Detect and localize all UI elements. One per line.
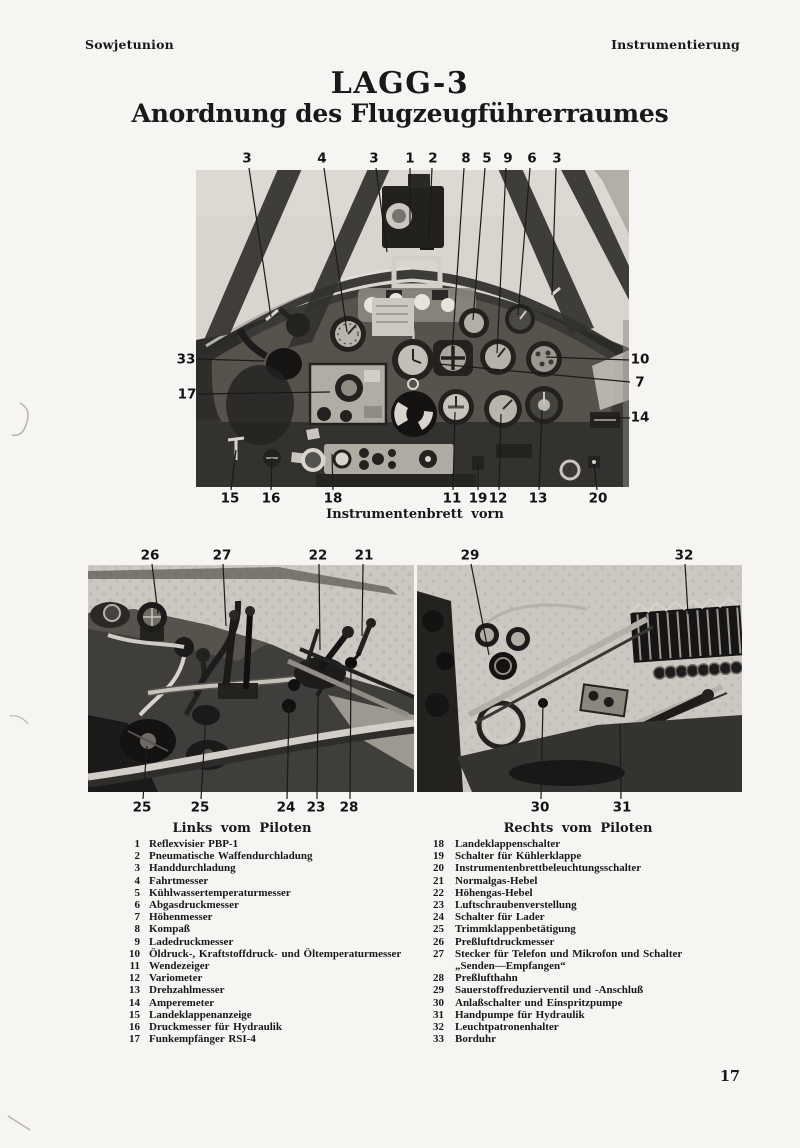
- callout-label-9: 9: [503, 150, 513, 167]
- callout-label-3: 3: [552, 150, 562, 167]
- callout-label-33: 33: [176, 351, 196, 368]
- legend-item-text: Öldruck-, Kraftstoffdruck- und Öltemperaturmesser: [149, 947, 402, 960]
- left-side-photo: [88, 565, 414, 792]
- callout-label-14: 14: [630, 409, 650, 426]
- gauge: [484, 390, 522, 428]
- legend-item-text: Amperemeter: [149, 996, 215, 1009]
- legend-item: [420, 1021, 682, 1033]
- legend-item-text: Drehzahlmesser: [149, 984, 225, 997]
- legend-item-number: 18: [433, 838, 444, 850]
- scan-mark: [12, 403, 28, 435]
- gauge: [330, 316, 366, 352]
- legend-item: [420, 1009, 682, 1021]
- legend-item-number: 9: [134, 935, 140, 948]
- gauge: [480, 339, 516, 375]
- callout-label-4: 4: [317, 150, 327, 167]
- callout-label-32: 32: [674, 547, 694, 564]
- header-left: Sowjetunion: [85, 37, 174, 52]
- legend-item-number: 33: [433, 1033, 444, 1046]
- legend-item-text: Wendezeiger: [149, 960, 210, 973]
- legend-item-number: 2: [134, 850, 140, 863]
- legend-item-text: Handpumpe für Hydraulik: [455, 1008, 585, 1021]
- header-right: Instrumentierung: [611, 37, 740, 52]
- legend-item-number: 7: [134, 911, 140, 924]
- legend-item: [116, 875, 401, 887]
- callout-label-28: 28: [339, 799, 359, 816]
- legend-item-text: Kompaß: [149, 923, 190, 936]
- legend-item-number: 29: [433, 984, 444, 997]
- legend-item-text: Landeklappenschalter: [455, 838, 561, 850]
- gauge: [505, 304, 535, 334]
- legend-item: [420, 972, 682, 984]
- callout-label-3: 3: [242, 150, 252, 167]
- legend-item: [420, 899, 682, 911]
- callout-label-26: 26: [140, 547, 160, 564]
- legend-item-number: 22: [433, 886, 444, 899]
- legend-item-text: Trimmklappenbetätigung: [455, 923, 576, 936]
- callout-label-5: 5: [482, 150, 492, 167]
- legend-column-right: [420, 838, 682, 1045]
- legend-item-text: Preßlufthahn: [455, 972, 518, 985]
- callout-label-24: 24: [276, 799, 296, 816]
- legend-item: [420, 887, 682, 899]
- legend-item: [116, 948, 401, 960]
- callout-label-29: 29: [460, 547, 480, 564]
- page-subtitle: Anordnung des Flugzeugführerraumes: [131, 99, 669, 128]
- callout-label-31: 31: [612, 799, 632, 816]
- legend-item: [116, 1033, 401, 1045]
- legend-item: [420, 997, 682, 1009]
- legend-item: [116, 862, 401, 874]
- legend-item-text: Anlaßschalter und Einspritzpumpe: [455, 996, 623, 1009]
- legend-item-text: Reflexvisier PBP-1: [149, 838, 239, 850]
- control-stick: [391, 391, 437, 437]
- legend-item-number: 30: [433, 996, 444, 1009]
- legend-item-text: Pneumatische Waffendurchladung: [149, 850, 313, 863]
- callout-label-6: 6: [527, 150, 537, 167]
- legend-item-number: 19: [433, 850, 444, 863]
- gauge: [526, 341, 562, 377]
- callout-label-17: 17: [177, 386, 197, 403]
- legend-column-left: [116, 838, 401, 1045]
- callout-label-8: 8: [461, 150, 471, 167]
- legend-item-text: Sauerstoffreduzierventil und -Anschluß: [455, 984, 644, 997]
- legend-item: [420, 838, 682, 850]
- legend-item: [420, 911, 682, 923]
- callout-label-22: 22: [308, 547, 328, 564]
- gauge: [459, 308, 489, 338]
- legend-item: [420, 923, 682, 935]
- legend-item: [116, 887, 401, 899]
- legend-item-number: 5: [134, 886, 140, 899]
- legend-item-number: 21: [433, 874, 444, 887]
- callout-label-13: 13: [528, 490, 548, 507]
- legend-item-text: Normalgas-Hebel: [455, 874, 538, 887]
- legend-item: [116, 838, 401, 850]
- callout-label-2: 2: [428, 150, 438, 167]
- legend-item-number: 26: [433, 935, 444, 948]
- legend-item: [420, 875, 682, 887]
- figure2-caption-left: Links vom Piloten: [172, 821, 312, 836]
- callout-label-1: 1: [405, 150, 415, 167]
- legend-item-number: 3: [134, 862, 140, 875]
- legend-item-number: 24: [433, 911, 444, 924]
- legend-item-number: 13: [129, 984, 140, 997]
- legend-item-text: Instrumentenbrettbeleuchtungsschalter: [455, 862, 642, 875]
- legend-item-text: Leuchtpatronenhalter: [455, 1021, 559, 1034]
- gauge: [438, 389, 474, 425]
- callout-label-3: 3: [369, 150, 379, 167]
- gauge: [525, 386, 563, 424]
- legend-item-text: Fahrtmesser: [149, 874, 209, 887]
- legend-item: [116, 972, 401, 984]
- legend-item: [116, 984, 401, 996]
- callout-label-19: 19: [468, 490, 488, 507]
- legend-item-number: 12: [129, 972, 140, 985]
- legend-item-number: 17: [129, 1033, 140, 1046]
- callout-label-25: 25: [190, 799, 210, 816]
- legend-item-text: Schalter für Kühlerklappe: [455, 850, 582, 863]
- legend-item: [116, 911, 401, 923]
- callout-label-7: 7: [635, 374, 645, 391]
- legend-item-text: Druckmesser für Hydraulik: [149, 1021, 282, 1034]
- legend-item-text: Variometer: [149, 972, 203, 985]
- legend-item-number: 28: [433, 972, 444, 985]
- legend-item-number: 32: [433, 1021, 444, 1034]
- legend-item-number: 4: [134, 874, 140, 887]
- callout-label-10: 10: [630, 351, 650, 368]
- gauge-compass: [433, 340, 473, 376]
- legend-item: [420, 984, 682, 996]
- legend-item-number: 11: [129, 960, 140, 973]
- legend-item: [116, 997, 401, 1009]
- legend-item: [116, 1021, 401, 1033]
- legend-item-text: Kühlwassertemperaturmesser: [149, 886, 291, 899]
- legend-item-text: Handdurchladung: [149, 862, 236, 875]
- legend-item-number: 23: [433, 899, 444, 912]
- scan-mark: [8, 1116, 30, 1130]
- figure2-caption-right: Rechts vom Piloten: [503, 821, 653, 836]
- legend-item: [116, 1009, 401, 1021]
- legend-item: [116, 936, 401, 948]
- legend-item-number: 27: [433, 947, 444, 960]
- legend-item-text: Luftschraubenverstellung: [455, 899, 577, 912]
- legend-item-text: Ladedruckmesser: [149, 935, 234, 948]
- callout-label-27: 27: [212, 547, 232, 564]
- legend-item: [420, 862, 682, 874]
- right-side-photo: [417, 565, 742, 792]
- legend-item-text: Preßluftdruckmesser: [455, 935, 555, 948]
- radio-receiver: [310, 364, 386, 424]
- legend-item-number: 25: [433, 923, 444, 936]
- legend-item-number: 31: [433, 1008, 444, 1021]
- callout-label-18: 18: [323, 490, 343, 507]
- figure1-caption: Instrumentenbrett vorn: [326, 507, 504, 522]
- page-number: 17: [719, 1068, 740, 1085]
- legend-item-text: Höhengas-Hebel: [455, 886, 533, 899]
- callout-label-11: 11: [442, 490, 462, 507]
- legend-item-number: 15: [129, 1008, 140, 1021]
- legend-item-text: Höhenmesser: [149, 911, 213, 924]
- legend-item-number: 8: [134, 923, 140, 936]
- legend-item-number: 6: [134, 899, 140, 912]
- page-title: LAGG-3: [330, 66, 470, 101]
- legend-item: [116, 850, 401, 862]
- callout-label-21: 21: [354, 547, 374, 564]
- legend-item-number: 1: [134, 838, 140, 850]
- legend-item-number: 14: [129, 996, 140, 1009]
- callout-label-20: 20: [588, 490, 608, 507]
- scan-mark: [10, 716, 28, 724]
- legend-item-number: 10: [129, 947, 140, 960]
- legend-item: [420, 936, 682, 948]
- legend-item: [420, 948, 682, 972]
- legend-item: [116, 899, 401, 911]
- legend-item-text: Abgasdruckmesser: [149, 899, 239, 912]
- callout-label-25: 25: [132, 799, 152, 816]
- callout-label-23: 23: [306, 799, 326, 816]
- legend-item-number: 20: [433, 862, 444, 875]
- callout-label-12: 12: [488, 490, 508, 507]
- legend-item-text: Schalter für Lader: [455, 911, 545, 924]
- front-panel-photo: [196, 170, 629, 487]
- legend-item-text: Stecker für Telefon und Mikrofon und Schalter „Senden—Empfangen“: [455, 947, 683, 973]
- legend-item-text: Funkempfänger RSI-4: [149, 1033, 256, 1046]
- callout-label-16: 16: [261, 490, 281, 507]
- legend-item: [420, 1033, 682, 1045]
- legend-item-number: 16: [129, 1021, 140, 1034]
- legend-item-text: Borduhr: [455, 1033, 496, 1046]
- legend-item: [116, 923, 401, 935]
- starter-switch-box: [580, 684, 627, 716]
- legend-item: [420, 850, 682, 862]
- callout-label-15: 15: [220, 490, 240, 507]
- callout-label-30: 30: [530, 799, 550, 816]
- legend-item-text: Landeklappenanzeige: [149, 1008, 252, 1021]
- legend-item: [116, 960, 401, 972]
